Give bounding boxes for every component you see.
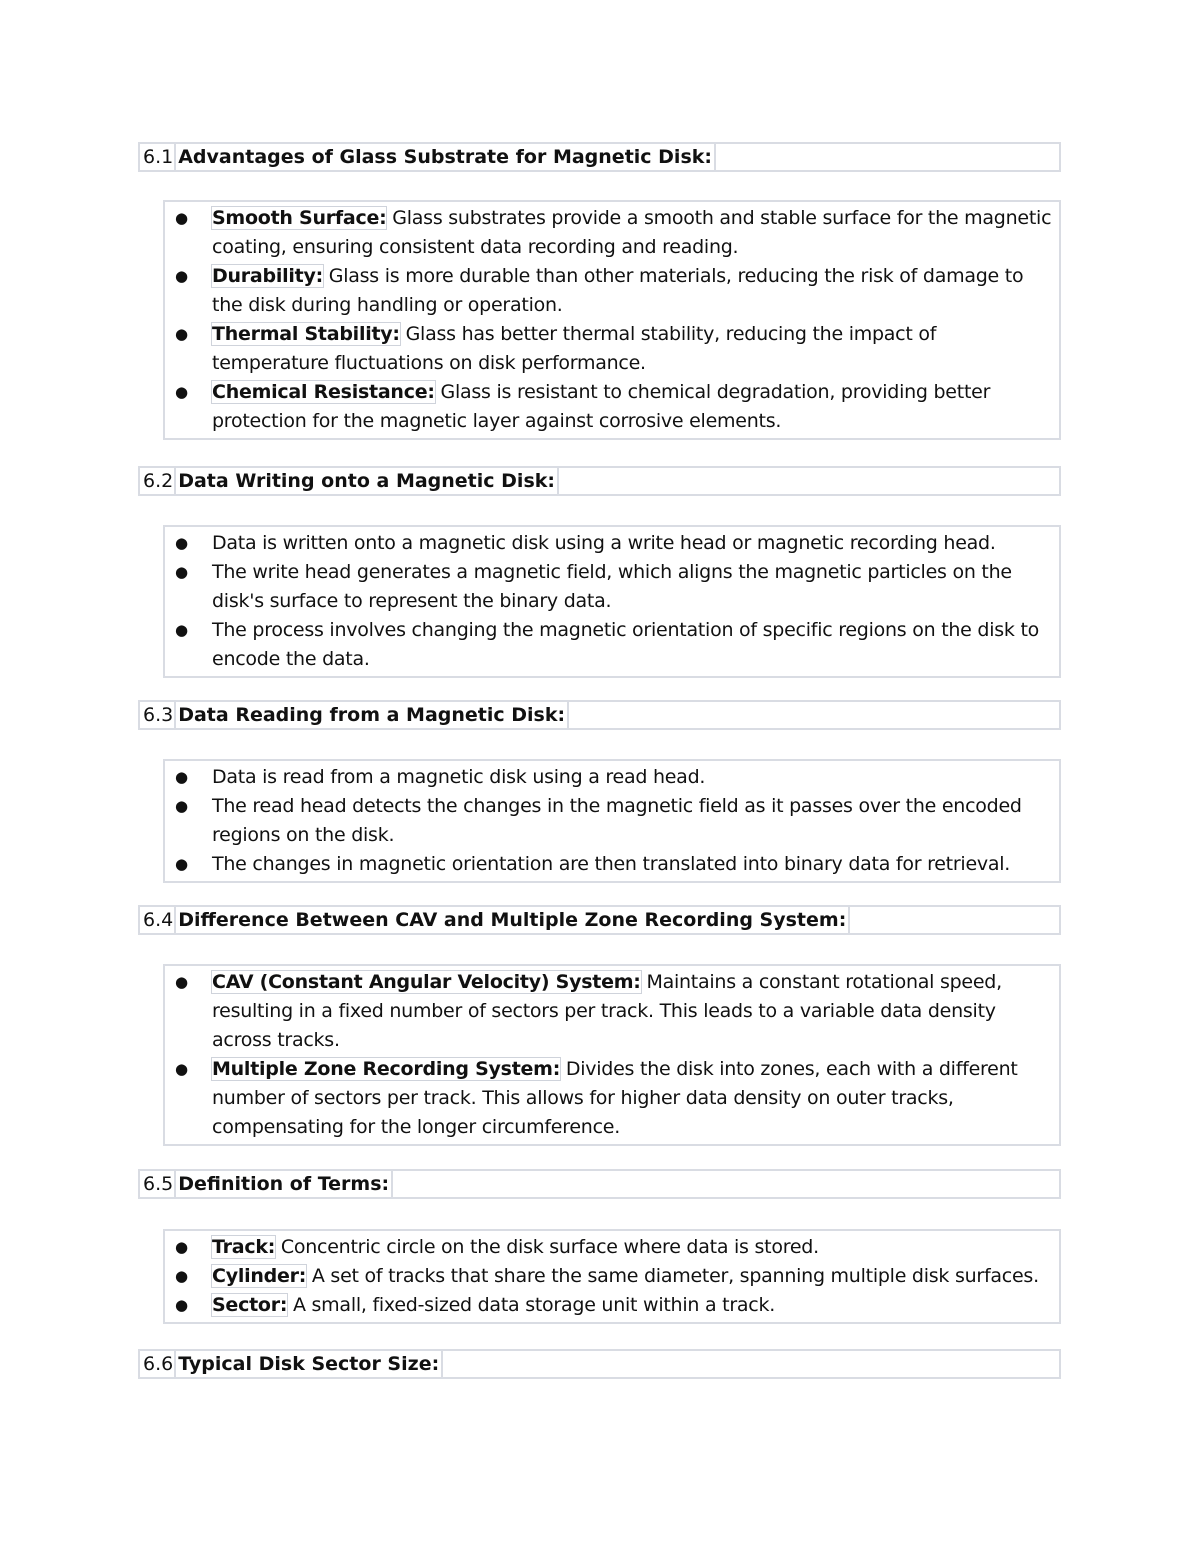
term-label: Thermal Stability: — [212, 323, 400, 345]
list-item — [165, 378, 1057, 436]
section-list-6-1 — [163, 200, 1061, 440]
list-item — [165, 529, 1057, 558]
item-text: The changes in magnetic orientation are then translated into binary data for retrieval. — [212, 853, 1011, 875]
list-item — [165, 1291, 1057, 1320]
bullet-icon: ● — [175, 1238, 188, 1256]
item-text: Glass is resistant to chemical degradation, providing better protection for the magnetic layer against corrosive elements. — [212, 381, 991, 432]
section-title: Data Reading from a Magnetic Disk: — [174, 702, 569, 728]
term-label: CAV (Constant Angular Velocity) System: — [212, 971, 641, 993]
section-heading-6-6 — [138, 1349, 1061, 1379]
bullet-icon: ● — [175, 267, 188, 285]
section-number: 6.1 — [143, 146, 174, 168]
bullet-icon: ● — [175, 621, 188, 639]
list-item — [165, 262, 1057, 320]
bullet-icon: ● — [175, 768, 188, 786]
bullet-icon: ● — [175, 383, 188, 401]
bullet-icon: ● — [175, 325, 188, 343]
item-text: A set of tracks that share the same diameter, spanning multiple disk surfaces. — [306, 1265, 1039, 1287]
bullet-icon: ● — [175, 563, 188, 581]
item-text: Divides the disk into zones, each with a different number of sectors per track. This allows for higher data density on outer tracks, compensating for the longer circumference. — [212, 1058, 1018, 1138]
section-number: 6.4 — [143, 909, 174, 931]
bullet-icon: ● — [175, 797, 188, 815]
section-title: Data Writing onto a Magnetic Disk: — [174, 468, 559, 494]
term-label: Cylinder: — [212, 1265, 307, 1287]
section-number: 6.6 — [143, 1353, 174, 1375]
section-heading-6-4 — [138, 905, 1061, 935]
bullet-icon: ● — [175, 209, 188, 227]
item-text: The process involves changing the magnetic orientation of specific regions on the disk to encode the data. — [212, 619, 1040, 670]
list-item — [165, 792, 1057, 850]
bullet-icon: ● — [175, 1267, 188, 1285]
list-item — [165, 1055, 1057, 1142]
section-list-6-3 — [163, 759, 1061, 883]
section-heading-6-1 — [138, 142, 1061, 172]
section-title: Definition of Terms: — [174, 1171, 393, 1197]
section-title: Difference Between CAV and Multiple Zone Recording System: — [174, 907, 850, 933]
item-text: Glass has better thermal stability, reducing the impact of temperature fluctuations on disk performance. — [212, 323, 937, 374]
item-text: Glass is more durable than other materials, reducing the risk of damage to the disk during handling or operation. — [212, 265, 1024, 316]
term-label: Durability: — [212, 265, 323, 287]
item-text: Data is read from a magnetic disk using a read head. — [212, 766, 706, 788]
section-title: Typical Disk Sector Size: — [174, 1351, 443, 1377]
list-item — [165, 1262, 1057, 1291]
section-list-6-2 — [163, 525, 1061, 678]
item-text: A small, fixed-sized data storage unit within a track. — [287, 1294, 776, 1316]
list-item — [165, 558, 1057, 616]
list-item — [165, 763, 1057, 792]
section-number: 6.5 — [143, 1173, 174, 1195]
list-item — [165, 204, 1057, 262]
section-list-6-4 — [163, 964, 1061, 1146]
bullet-icon: ● — [175, 855, 188, 873]
section-heading-6-2 — [138, 466, 1061, 496]
list-item — [165, 320, 1057, 378]
term-label: Multiple Zone Recording System: — [212, 1058, 561, 1080]
section-number: 6.2 — [143, 470, 174, 492]
item-text: Maintains a constant rotational speed, resulting in a fixed number of sectors per track. This leads to a variable data density across tracks. — [212, 971, 1002, 1051]
section-list-6-5 — [163, 1229, 1061, 1324]
item-text: Data is written onto a magnetic disk using a write head or magnetic recording head. — [212, 532, 996, 554]
bullet-icon: ● — [175, 534, 188, 552]
section-title: Advantages of Glass Substrate for Magnetic Disk: — [174, 144, 716, 170]
bullet-icon: ● — [175, 1060, 188, 1078]
item-text: The write head generates a magnetic field, which aligns the magnetic particles on the disk's surface to represent the binary data. — [212, 561, 1012, 612]
item-text: Concentric circle on the disk surface where data is stored. — [275, 1236, 819, 1258]
list-item — [165, 850, 1057, 879]
item-text: The read head detects the changes in the magnetic field as it passes over the encoded regions on the disk. — [212, 795, 1022, 846]
list-item — [165, 616, 1057, 674]
term-label: Track: — [212, 1236, 276, 1258]
bullet-icon: ● — [175, 973, 188, 991]
item-text: Glass substrates provide a smooth and stable surface for the magnetic coating, ensuring consistent data recording and reading. — [212, 207, 1052, 258]
list-item — [165, 1233, 1057, 1262]
list-item — [165, 968, 1057, 1055]
section-number: 6.3 — [143, 704, 174, 726]
term-label: Chemical Resistance: — [212, 381, 435, 403]
term-label: Sector: — [212, 1294, 288, 1316]
term-label: Smooth Surface: — [212, 207, 387, 229]
section-heading-6-3 — [138, 700, 1061, 730]
section-heading-6-5 — [138, 1169, 1061, 1199]
bullet-icon: ● — [175, 1296, 188, 1314]
